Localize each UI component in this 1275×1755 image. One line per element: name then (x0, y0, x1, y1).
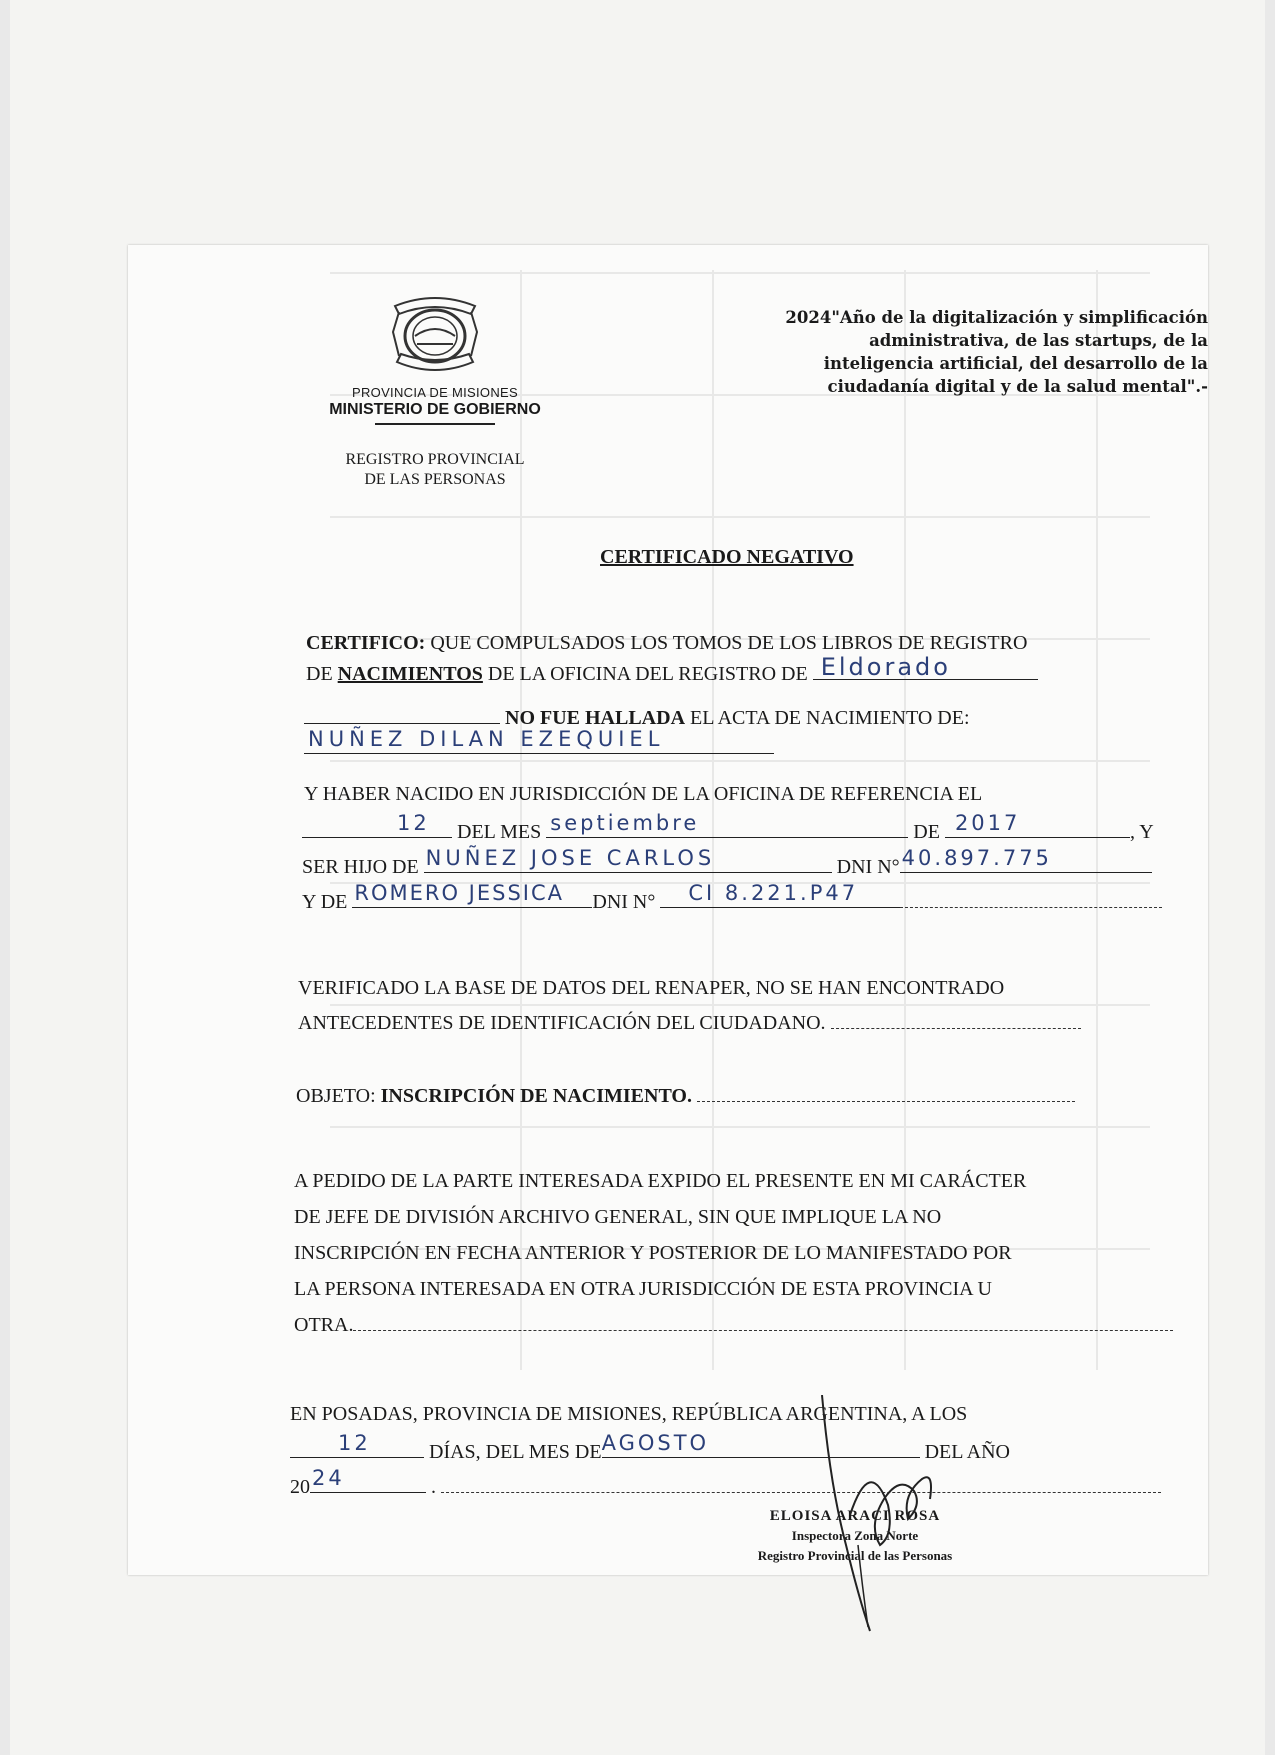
dash-filler (353, 1316, 1173, 1331)
objeto-value: INSCRIPCIÓN DE NACIMIENTO. (380, 1085, 692, 1107)
madre-line (302, 881, 1162, 915)
nacimientos-label: NACIMIENTOS (337, 663, 483, 685)
dash-filler (697, 1087, 1075, 1102)
dni-padre-handwritten: 40.897.775 (901, 846, 1052, 870)
line-text: ANTECEDENTES DE IDENTIFICACIÓN DEL CIUDADANO. (298, 1012, 831, 1034)
fecha-nacimiento-line (302, 811, 1154, 845)
nombre-handwritten: NUÑEZ DILAN EZEQUIEL (308, 727, 665, 751)
dia-emision-handwritten: 12 (338, 1431, 371, 1455)
pedido-line: INSCRIPCIÓN EN FECHA ANTERIOR Y POSTERIOR DE LO MANIFESTADO POR (294, 1242, 1012, 1264)
mes-field[interactable] (546, 811, 908, 838)
verificado-line1: VERIFICADO LA BASE DE DATOS DEL RENAPER, NO SE HAN ENCONTRADO (298, 977, 1005, 999)
dash-filler (900, 893, 1162, 908)
pedido-line: A PEDIDO DE LA PARTE INTERESADA EXPIDO EL PRESENTE EN MI CARÁCTER (294, 1170, 1027, 1192)
certifico-text: QUE COMPULSADOS LOS TOMOS DE LOS LIBROS DE REGISTRO (425, 632, 1028, 654)
padre-line (302, 846, 1152, 880)
slogan-line: administrativa, de las startups, de la (869, 331, 1208, 350)
slogan-line: inteligencia artificial, del desarrollo de la (823, 354, 1208, 373)
line-text: DEL MES (452, 821, 547, 843)
mes-handwritten: septiembre (550, 811, 700, 835)
handwritten-signature-icon (810, 1395, 950, 1635)
dash-filler (831, 1014, 1081, 1029)
dia-field[interactable] (302, 811, 452, 838)
ministry-name: MINISTERIO DE GOBIERNO (329, 401, 541, 418)
nacimientos-line (306, 653, 1038, 687)
objeto-line (296, 1083, 1075, 1109)
objeto-label: OBJETO: (296, 1085, 381, 1107)
signer-organization: Registro Provincial de las Personas (757, 1548, 953, 1563)
pedido-line: DE JEFE DE DIVISIÓN ARCHIVO GENERAL, SIN QUE IMPLIQUE LA NO (294, 1206, 942, 1228)
oficina-field[interactable] (813, 653, 1038, 681)
mes-emision-handwritten: AGOSTO (601, 1431, 710, 1455)
verificado-line2 (298, 1010, 1081, 1036)
madre-handwritten: ROMERO JESSICA (354, 881, 565, 905)
anio-field[interactable] (945, 811, 1130, 838)
anio-emision-field[interactable] (310, 1466, 426, 1493)
line-text: Y DE (302, 891, 353, 913)
line-text: DEL AÑO (919, 1441, 1010, 1463)
pedido-line: LA PERSONA INTERESADA EN OTRA JURISDICCIÓN DE ESTA PROVINCIA U (294, 1278, 992, 1300)
no-fue-hallada-label: NO FUE HALLADA (505, 707, 686, 729)
anio-handwritten: 2017 (954, 811, 1021, 835)
blank-field[interactable] (304, 703, 500, 724)
dia-handwritten: 12 (397, 811, 430, 835)
padre-field[interactable] (424, 846, 832, 873)
ministry-underline (375, 423, 495, 425)
province-name: PROVINCIA DE MISIONES (352, 385, 518, 400)
line-text: , Y (1129, 821, 1154, 843)
jurisdiccion-line: Y HABER NACIDO EN JURISDICCIÓN DE LA OFICINA DE REFERENCIA EL (304, 783, 983, 805)
year-slogan (640, 306, 1208, 398)
nombre-field[interactable] (304, 727, 774, 754)
registry-name-line2: DE LAS PERSONAS (364, 471, 506, 488)
line-text: EL ACTA DE NACIMIENTO DE: (685, 707, 970, 729)
line-text: DÍAS, DEL MES DE (424, 1441, 602, 1463)
line-text: 20 (290, 1476, 310, 1498)
line-text: DE (306, 663, 338, 685)
dni-padre-field[interactable] (900, 846, 1152, 873)
dash-filler (441, 1478, 1161, 1493)
line-text: DE (908, 821, 945, 843)
signer-name: ELOISA ARACI ROSA (769, 1508, 941, 1524)
line-text: DNI N° (592, 891, 661, 913)
slogan-line: 2024"Año de la digitalización y simplificación (785, 308, 1208, 327)
anio-emision-handwritten: 24 (312, 1466, 345, 1490)
document-title: CERTIFICADO NEGATIVO (600, 546, 854, 568)
line-text: OTRA. (294, 1314, 354, 1336)
pedido-line-last (294, 1312, 1173, 1338)
dni-madre-handwritten: CI 8.221.P47 (688, 881, 859, 905)
slogan-line: ciudadanía digital y de la salud mental".- (827, 377, 1208, 396)
nombre-line (304, 727, 774, 761)
line-text: DNI N° (831, 856, 900, 878)
posadas-line1: EN POSADAS, PROVINCIA DE MISIONES, REPÚBLICA ARGENTINA, A LOS (290, 1403, 968, 1425)
registry-name-line1: REGISTRO PROVINCIAL (345, 451, 525, 468)
line-text: DE LA OFICINA DEL REGISTRO DE (482, 663, 813, 685)
provincial-seal-icon (385, 292, 485, 376)
padre-handwritten: NUÑEZ JOSE CARLOS (425, 846, 716, 870)
dia-emision-field[interactable] (290, 1431, 424, 1458)
line-text: SER HIJO DE (302, 856, 424, 878)
dni-madre-field[interactable] (660, 881, 900, 908)
certifico-label: CERTIFICO: (306, 632, 426, 654)
line-text: . (426, 1476, 436, 1498)
madre-field[interactable] (352, 881, 592, 908)
signer-role: Inspectora Zona Norte (791, 1528, 919, 1543)
posadas-line3 (290, 1466, 1161, 1500)
oficina-handwritten: Eldorado (820, 653, 951, 681)
